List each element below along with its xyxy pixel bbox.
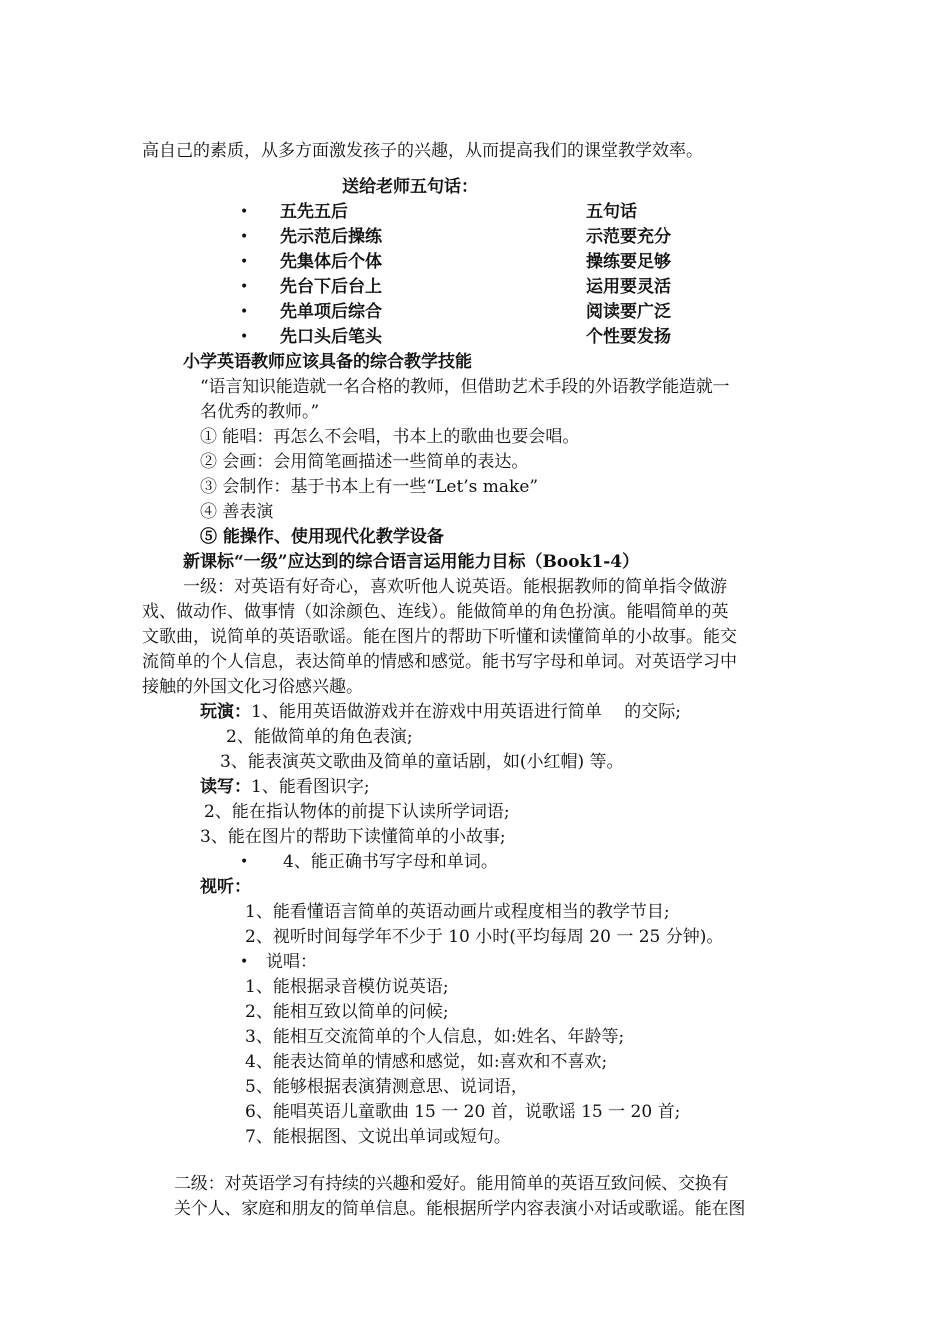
- intro-tail-line: 高自己的素质，从多方面激发孩子的兴趣，从而提高我们的课堂教学效率。: [142, 141, 703, 161]
- bullet-icon: •: [240, 229, 249, 245]
- list-item-right: 运用要灵活: [586, 277, 671, 297]
- speak-item: 7、能根据图、文说出单词或短句。: [245, 1127, 511, 1147]
- bullet-icon: •: [240, 279, 249, 295]
- skills-quote-line: 名优秀的教师。”: [200, 402, 320, 422]
- list-item-right: 个性要发扬: [586, 327, 671, 347]
- list-item-right: 操练要足够: [586, 252, 671, 272]
- list-item: [0, 225, 950, 249]
- list-item-right: 阅读要广泛: [586, 302, 671, 322]
- list-item: [0, 325, 950, 349]
- skills-item: ④ 善表演: [200, 502, 274, 522]
- level2-paragraph-line: 关个人、家庭和朋友的简单信息。能根据所学内容表演小对话或歌谣。能在图: [174, 1199, 746, 1219]
- list-item: [0, 200, 950, 224]
- skills-item: ⑤ 能操作、使用现代化教学设备: [200, 527, 444, 547]
- av-label: 视听：: [200, 877, 251, 897]
- list-item-left: 先单项后综合: [280, 302, 382, 322]
- speak-item: 3、能相互交流简单的个人信息，如:姓名、年龄等;: [245, 1027, 625, 1047]
- list-item-left: 五先五后: [280, 202, 348, 222]
- bullet-icon: •: [240, 204, 249, 220]
- rw-label: 读写：: [200, 777, 251, 797]
- list-item-right: 五句话: [586, 202, 637, 222]
- av-item: 1、能看懂语言简单的英语动画片或程度相当的教学节目;: [245, 902, 670, 922]
- skills-quote-line: “语言知识能造就一名合格的教师，但借助艺术手段的外语教学能造就一: [200, 377, 730, 397]
- level1-paragraph-line: 文歌曲，说简单的英语歌谣。能在图片的帮助下听懂和读懂简单的小故事。能交: [142, 627, 737, 647]
- list-item-left: 先集体后个体: [280, 252, 382, 272]
- level2-paragraph-line: 二级：对英语学习有持续的兴趣和爱好。能用简单的英语互致问候、交换有: [174, 1174, 729, 1194]
- bullet-icon: •: [240, 854, 249, 870]
- list-item-left: 先示范后操练: [280, 227, 382, 247]
- play-item: 1、能用英语做游戏并在游戏中用英语进行简单 的交际;: [251, 702, 681, 722]
- list-item: [0, 275, 950, 299]
- bullet-icon: •: [240, 954, 249, 970]
- rw-item: 3、能在图片的帮助下读懂简单的小故事;: [200, 827, 506, 847]
- list-item-left: 先台下后台上: [280, 277, 382, 297]
- play-line: [200, 700, 681, 724]
- play-item: 2、能做简单的角色表演;: [226, 727, 413, 747]
- bullet-icon: •: [240, 329, 249, 345]
- level1-paragraph-line: 戏、做动作、做事情（如涂颜色、连线）。能做简单的角色扮演。能唱简单的英: [142, 602, 729, 622]
- play-item: 3、能表演英文歌曲及简单的童话剧，如(小红帽) 等。: [220, 752, 624, 772]
- skills-heading: 小学英语教师应该具备的综合教学技能: [183, 352, 472, 372]
- speak-item: 6、能唱英语儿童歌曲 15 一 20 首，说歌谣 15 一 20 首;: [245, 1102, 681, 1122]
- skills-item: ③ 会制作：基于书本上有一些“Let’s make”: [200, 477, 539, 497]
- level1-paragraph-line: 一级：对英语有好奇心，喜欢听他人说英语。能根据教师的简单指令做游: [183, 577, 727, 597]
- list-item-left: 先口头后笔头: [280, 327, 382, 347]
- skills-item: ② 会画：会用简笔画描述一些简单的表达。: [200, 452, 529, 472]
- speak-item: 5、能够根据表演猜测意思、说词语，: [245, 1077, 528, 1097]
- five-sentences-title: 送给老师五句话：: [342, 177, 478, 197]
- bullet-icon: •: [240, 254, 249, 270]
- rw-item: 4、能正确书写字母和单词。: [283, 852, 498, 872]
- speak-item: 1、能根据录音模仿说英语;: [245, 977, 449, 997]
- bullet-icon: •: [240, 304, 249, 320]
- rw-line: [200, 775, 370, 799]
- play-label: 玩演：: [200, 702, 251, 722]
- list-item: [0, 300, 950, 324]
- list-item: [0, 250, 950, 274]
- speak-item: 2、能相互致以简单的问候;: [245, 1002, 449, 1022]
- skills-item: ① 能唱：再怎么不会唱，书本上的歌曲也要会唱。: [200, 427, 580, 447]
- av-item: 2、视听时间每学年不少于 10 小时(平均每周 20 一 25 分钟)。: [245, 927, 724, 947]
- level1-heading: 新课标“一级”应达到的综合语言运用能力目标（Book1-4）: [183, 552, 640, 572]
- list-item-right: 示范要充分: [586, 227, 671, 247]
- speak-label: 说唱：: [266, 952, 317, 972]
- level1-paragraph-line: 流简单的个人信息，表达简单的情感和感觉。能书写字母和单词。对英语学习中: [142, 652, 737, 672]
- speak-item: 4、能表达简单的情感和感觉，如:喜欢和不喜欢;: [245, 1052, 608, 1072]
- rw-item: 2、能在指认物体的前提下认读所学词语;: [204, 802, 510, 822]
- level1-paragraph-line: 接触的外国文化习俗感兴趣。: [142, 677, 363, 697]
- rw-item: 1、能看图识字;: [251, 777, 370, 797]
